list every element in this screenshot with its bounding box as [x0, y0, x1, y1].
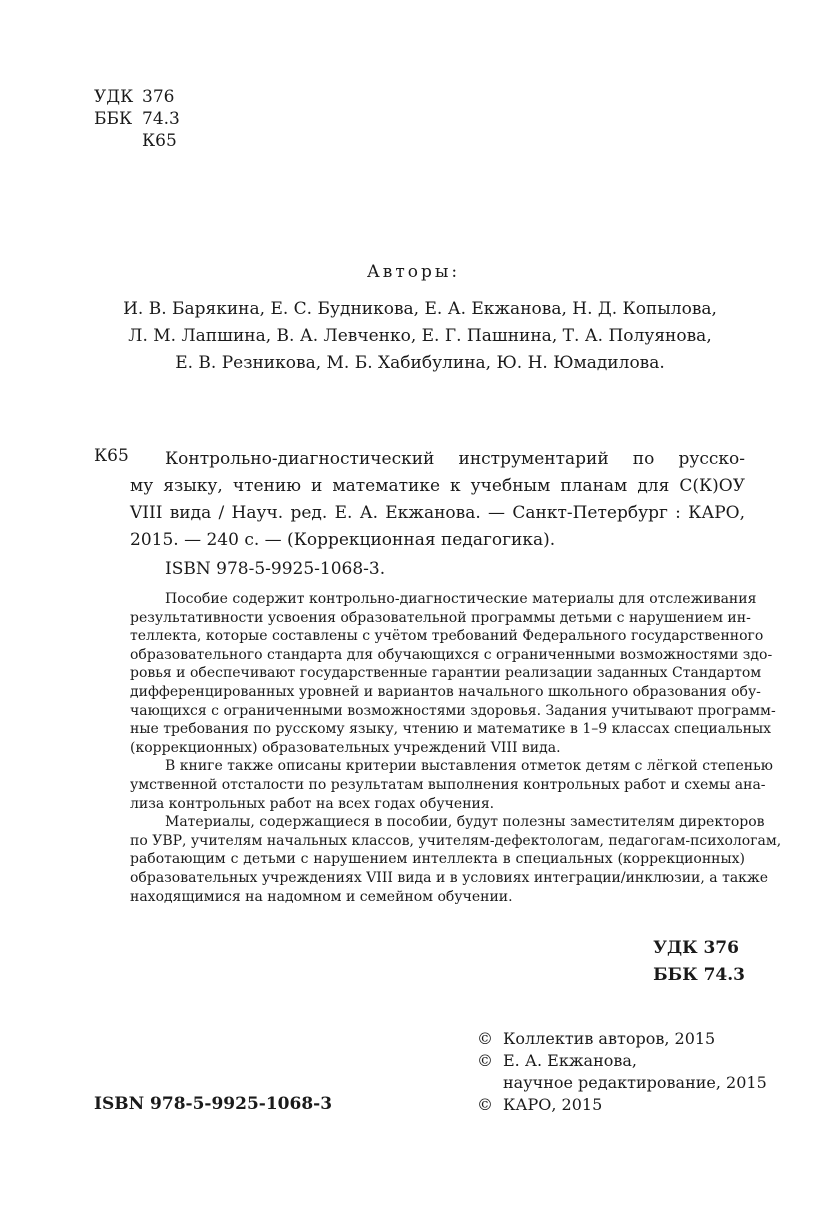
annotation-line: умственной отсталости по результатам выполнения контрольных работ и схемы ана-	[130, 776, 766, 793]
copyright-icon: ©	[477, 1051, 493, 1070]
annotation-line: образовательного стандарта для обучающихся с ограниченными возможностями здо-	[130, 646, 773, 663]
annotation-line: Материалы, содержащиеся в пособии, будут полезны заместителям директоров	[165, 814, 765, 831]
classification-bottom	[653, 935, 745, 989]
copyright-block	[477, 1028, 767, 1116]
bbk-label: ББК	[94, 109, 133, 129]
biblio-line: 2015. — 240 с. — (Коррекционная педагогика).	[130, 530, 556, 550]
annotation-line: Пособие содержит контрольно-диагностические материалы для отслеживания	[165, 591, 757, 607]
annotation	[130, 590, 782, 906]
authors-line: Л. М. Лапшина, В. А. Левченко, Е. Г. Пашнина, Т. А. Полуянова,	[128, 326, 712, 346]
annotation-line: лиза контрольных работ на всех годах обучения.	[130, 795, 495, 812]
copyright-icon: ©	[477, 1029, 493, 1048]
author-mark: К65	[142, 131, 177, 151]
annotation-line: теллекта, которые составлены с учётом требований Федерального государственного	[130, 628, 764, 645]
biblio-line: Контрольно-диагностический инструментарий по русско-	[165, 449, 745, 469]
bbk-bottom: ББК 74.3	[653, 965, 745, 985]
biblio-line: му языку, чтению и математике к учебным планам для С(К)ОУ	[130, 476, 745, 496]
copyright-icon: ©	[477, 1095, 493, 1114]
bbk-value: 74.3	[142, 109, 180, 129]
biblio-line: VIII вида / Науч. ред. Е. А. Екжанова. — Санкт-Петербург : КАРО,	[130, 503, 745, 523]
annotation-line: работающим с детьми с нарушением интеллекта в специальных (коррекционных)	[130, 851, 745, 868]
annotation-line: чающихся с ограниченными возможностями здоровья. Задания учитывают программ-	[130, 702, 776, 719]
biblio-code: К65	[94, 446, 129, 466]
authors-line: Е. В. Резникова, М. Б. Хабибулина, Ю. Н. Юмадилова.	[175, 353, 665, 373]
authors-list	[100, 296, 740, 377]
copyright-line: КАРО, 2015	[503, 1095, 603, 1114]
classification-block	[94, 86, 180, 152]
annotation-line: дифференцированных уровней и вариантов начального школьного образования обу-	[130, 683, 761, 700]
udk-value: 376	[142, 87, 175, 107]
annotation-line: (коррекционных) образовательных учреждений VIII вида.	[130, 739, 561, 756]
authors-heading: Авторы:	[366, 262, 461, 282]
copyright-line: Коллектив авторов, 2015	[503, 1029, 716, 1048]
udk-label: УДК	[94, 87, 134, 107]
annotation-line: находящимися на надомном и семейном обучении.	[130, 888, 513, 905]
biblio-record	[130, 446, 745, 554]
udk-bottom: УДК 376	[653, 938, 739, 958]
copyright-line: научное редактирование, 2015	[503, 1073, 767, 1092]
isbn-bottom: ISBN 978-5-9925-1068-3	[94, 1094, 333, 1114]
biblio-isbn: ISBN 978-5-9925-1068-3.	[165, 559, 386, 579]
annotation-line: образовательных учреждениях VIII вида и в условиях интеграции/инклюзии, а также	[130, 869, 769, 886]
annotation-line: ные требования по русскому языку, чтению и математике в 1–9 классах специальных	[130, 721, 771, 738]
copyright-line: Е. А. Екжанова,	[503, 1051, 638, 1070]
annotation-line: результативности усвоения образовательной программы детьми с нарушением ин-	[130, 609, 751, 626]
annotation-line: В книге также описаны критерии выставления отметок детям с лёгкой степенью	[165, 758, 773, 775]
annotation-line: ровья и обеспечивают государственные гарантии реализации заданных Стандартом	[130, 665, 762, 682]
annotation-line: по УВР, учителям начальных классов, учителям-дефектологам, педагогам-психологам,	[130, 832, 782, 849]
authors-line: И. В. Барякина, Е. С. Будникова, Е. А. Екжанова, Н. Д. Копылова,	[123, 299, 717, 319]
